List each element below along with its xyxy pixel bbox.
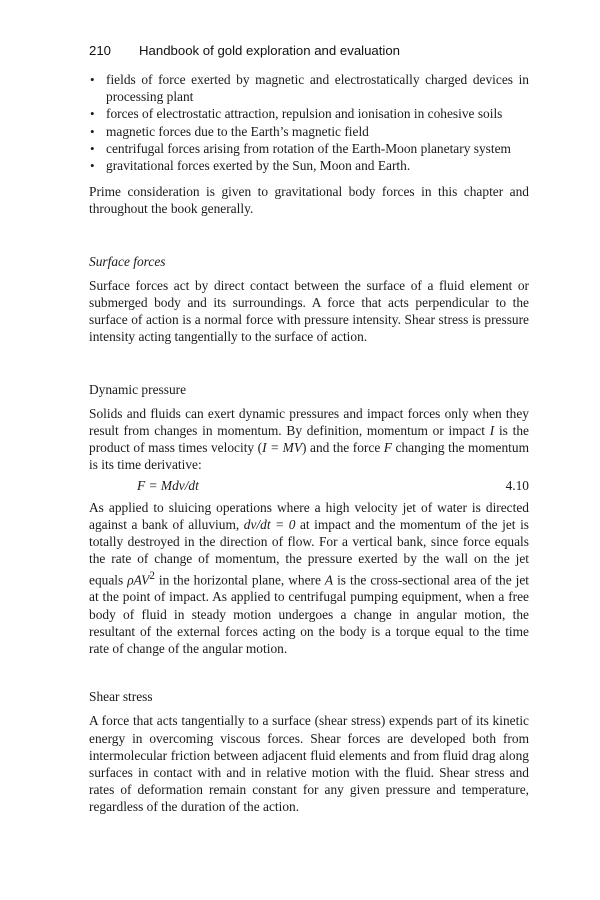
dynamic-pressure-paragraph-1 [89,405,529,474]
text-run: ) and the force [302,440,384,456]
book-page [89,42,529,816]
equation: F = Mdv/dt [137,477,199,493]
force-list [89,71,529,174]
math-symbol: A [324,572,334,588]
section-heading-shear-stress: Shear stress [89,689,153,705]
text-run: changing the momentum is its time derivative: [89,440,530,473]
text-run: Solids and fluids can exert dynamic pressures and impact forces only when they result from changes in momentum. By definition, momentum or impact [89,405,529,439]
math-symbol: F [383,440,392,456]
section-heading-surface-forces: Surface forces [89,253,166,269]
equation-number: 4.10 [505,477,529,493]
text-run: As applied to sluicing operations where a high velocity jet of water is directed against a bank of alluvium, [89,499,529,533]
text-run: at impact and the momentum of the jet is totally destroyed in the direction of flow. For a vertical bank, since force equals the rate of change of momentum, the pressure exerted by the wall on the jet equals [89,517,530,588]
equation-row [89,477,529,494]
list-item: • fields of force exerted by magnetic and electrostatically charged devices in processing plant [89,71,529,105]
text-run: in the horizontal plane, where [154,572,325,588]
surface-forces-paragraph: Surface forces act by direct contact between the surface of a fluid element or submerged body and its surroundings. A force that acts perpendicular to the surface of action is a normal force with pressure intensity. Shear stress is pressure intensity acting tangentially to the surface of action. [89,277,529,345]
running-title: Handbook of gold exploration and evaluation [139,43,401,58]
inline-equation: dv/dt = 0 [243,517,296,533]
list-item: • gravitational forces exerted by the Sun, Moon and Earth. [89,157,529,174]
section-heading-dynamic-pressure: Dynamic pressure [89,381,187,397]
inline-equation: ρAV [127,572,150,588]
list-item: • magnetic forces due to the Earth’s magnetic field [89,123,529,140]
dynamic-pressure-paragraph-2 [89,499,529,657]
intro-paragraph: Prime consideration is given to gravitational body forces in this chapter and throughout the book generally. [89,184,529,217]
shear-stress-paragraph: A force that acts tangentially to a surface (shear stress) expends part of its kinetic energy in overcoming viscous forces. Shear forces are developed both from intermolecular friction between adjacent fluid elements and from fluid drag along surfaces in contact with and in relative motion with the fluid. Shear stress and rates of deformation remain constant for any given pressure and temperature, regardless of the duration of the action. [89,713,529,815]
list-item: • centrifugal forces arising from rotation of the Earth-Moon planetary system [89,140,529,157]
text-run: is the product of mass times velocity ( [89,423,529,456]
inline-equation: I = MV [262,440,303,456]
math-symbol: I [489,423,495,439]
text-run: is the cross-sectional area of the jet at the point of impact. As applied to centrifugal pumping equipment, when a free body of fluid in steady motion undergoes a change in angular motion, the resultant of the external forces acting on the body is a torque equal to the time rate of change of the angular motion. [89,572,529,656]
superscript: 2 [149,569,155,582]
page-number: 210 [89,43,112,58]
running-header [89,42,529,59]
list-item: • forces of electrostatic attraction, repulsion and ionisation in cohesive soils [89,105,529,122]
